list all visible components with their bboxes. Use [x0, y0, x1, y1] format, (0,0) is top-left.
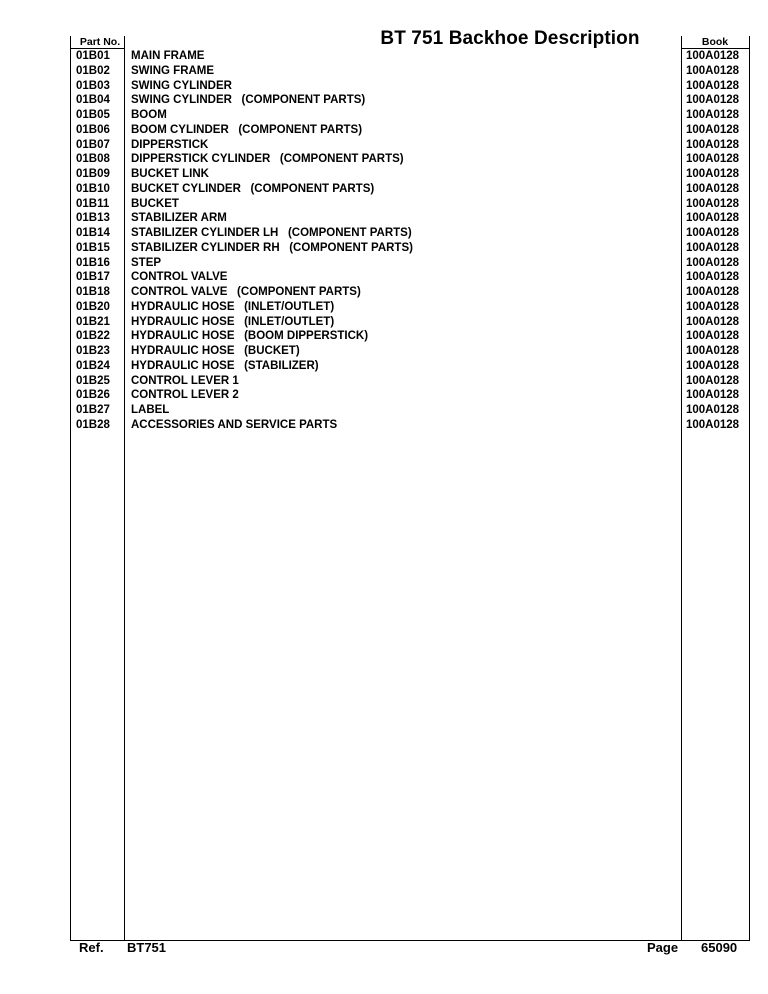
part-number: 01B21: [76, 315, 110, 328]
table-row: [0, 167, 768, 182]
part-description: STEP: [131, 256, 162, 269]
part-number: 01B13: [76, 212, 110, 225]
part-number: 01B20: [76, 300, 110, 313]
part-number: 01B05: [76, 109, 110, 121]
part-description: ACCESSORIES AND SERVICE PARTS: [131, 418, 338, 431]
part-number: 01B08: [76, 153, 110, 166]
book-number: 100A0128: [686, 241, 740, 254]
table-row: [0, 138, 768, 153]
table-row: [0, 64, 768, 79]
part-number: 01B24: [76, 359, 110, 372]
part-description: CONTROL VALVE: [131, 271, 228, 284]
part-description: CONTROL LEVER 1: [131, 374, 239, 387]
part-number: 01B01: [76, 50, 110, 62]
part-number: 01B06: [76, 123, 110, 136]
book-number: 100A0128: [686, 197, 740, 210]
part-number: 01B23: [76, 345, 110, 357]
table-row: [0, 270, 768, 285]
book-number: 100A0128: [686, 227, 740, 239]
part-description: SWING CYLINDER: [131, 79, 232, 92]
book-number: 100A0128: [686, 109, 740, 121]
book-number: 100A0128: [686, 79, 740, 92]
part-description: LABEL: [131, 404, 170, 416]
book-number: 100A0128: [686, 418, 740, 431]
part-description: STABILIZER CYLINDER RH (COMPONENT PARTS): [131, 241, 413, 254]
book-number: 100A0128: [686, 315, 740, 328]
parts-table-body: [0, 49, 768, 433]
table-row: [0, 285, 768, 300]
table-row: [0, 49, 768, 64]
part-number: 01B22: [76, 330, 110, 343]
book-number: 100A0128: [686, 50, 740, 62]
book-header: Book: [701, 36, 729, 48]
part-description: STABILIZER ARM: [131, 212, 227, 225]
page-title: BT 751 Backhoe Description: [380, 28, 640, 49]
book-number: 100A0128: [686, 212, 740, 225]
table-row: [0, 359, 768, 374]
table-row: [0, 256, 768, 271]
table-row: [0, 241, 768, 256]
part-description: BUCKET CYLINDER (COMPONENT PARTS): [131, 182, 375, 195]
part-description: SWING CYLINDER (COMPONENT PARTS): [131, 94, 366, 107]
book-number: 100A0128: [686, 182, 740, 195]
ref-value: BT751: [127, 940, 167, 955]
book-number: 100A0128: [686, 330, 740, 343]
part-description: HYDRAULIC HOSE (BOOM DIPPERSTICK): [131, 330, 369, 343]
part-number: 01B04: [76, 94, 110, 107]
part-description: HYDRAULIC HOSE (STABILIZER): [131, 359, 319, 372]
table-row: [0, 152, 768, 167]
book-number: 100A0128: [686, 286, 740, 298]
part-description: DIPPERSTICK: [131, 138, 209, 151]
part-number: 01B18: [76, 286, 110, 298]
part-number: 01B07: [76, 138, 110, 151]
book-number: 100A0128: [686, 123, 740, 136]
part-description: STABILIZER CYLINDER LH (COMPONENT PARTS): [131, 227, 412, 239]
part-description: BUCKET LINK: [131, 168, 209, 180]
table-row: [0, 79, 768, 94]
part-number: 01B17: [76, 271, 110, 284]
part-description: SWING FRAME: [131, 64, 215, 77]
table-row: [0, 374, 768, 389]
book-number: 100A0128: [686, 345, 740, 357]
part-number: 01B03: [76, 79, 110, 92]
part-description: BOOM: [131, 109, 167, 121]
table-row: [0, 93, 768, 108]
table-row: [0, 300, 768, 315]
table-row: [0, 388, 768, 403]
book-number: 100A0128: [686, 359, 740, 372]
book-number: 100A0128: [686, 404, 740, 416]
table-row: [0, 182, 768, 197]
part-number: 01B14: [76, 227, 110, 239]
book-number: 100A0128: [686, 64, 740, 77]
table-row: [0, 197, 768, 212]
table-row: [0, 123, 768, 138]
table-row: [0, 108, 768, 123]
part-description: HYDRAULIC HOSE (INLET/OUTLET): [131, 300, 335, 313]
book-number: 100A0128: [686, 138, 740, 151]
part-description: HYDRAULIC HOSE (BUCKET): [131, 345, 300, 357]
part-description: CONTROL LEVER 2: [131, 389, 239, 402]
book-number: 100A0128: [686, 256, 740, 269]
part-number: 01B09: [76, 168, 110, 180]
book-number: 100A0128: [686, 94, 740, 107]
part-description: DIPPERSTICK CYLINDER (COMPONENT PARTS): [131, 153, 404, 166]
table-row: [0, 418, 768, 433]
table-row: [0, 329, 768, 344]
page-number: 65090: [701, 940, 738, 955]
book-number: 100A0128: [686, 168, 740, 180]
ref-label: Ref.: [79, 940, 104, 955]
part-number: 01B02: [76, 64, 110, 77]
part-description: MAIN FRAME: [131, 50, 205, 62]
part-no-header: Part No.: [79, 36, 121, 48]
book-number: 100A0128: [686, 271, 740, 284]
part-number: 01B15: [76, 241, 110, 254]
book-number: 100A0128: [686, 153, 740, 166]
part-description: CONTROL VALVE (COMPONENT PARTS): [131, 286, 361, 298]
table-row: [0, 226, 768, 241]
book-number: 100A0128: [686, 374, 740, 387]
table-row: [0, 344, 768, 359]
table-row: [0, 403, 768, 418]
table-row: [0, 211, 768, 226]
page-label: Page: [647, 940, 679, 955]
part-number: 01B27: [76, 404, 110, 416]
part-description: HYDRAULIC HOSE (INLET/OUTLET): [131, 315, 335, 328]
part-number: 01B25: [76, 374, 110, 387]
part-description: BOOM CYLINDER (COMPONENT PARTS): [131, 123, 363, 136]
table-row: [0, 315, 768, 330]
book-number: 100A0128: [686, 300, 740, 313]
part-number: 01B26: [76, 389, 110, 402]
part-description: BUCKET: [131, 197, 179, 210]
part-number: 01B11: [76, 197, 110, 210]
part-number: 01B28: [76, 418, 110, 431]
part-number: 01B16: [76, 256, 110, 269]
book-number: 100A0128: [686, 389, 740, 402]
part-number: 01B10: [76, 182, 110, 195]
